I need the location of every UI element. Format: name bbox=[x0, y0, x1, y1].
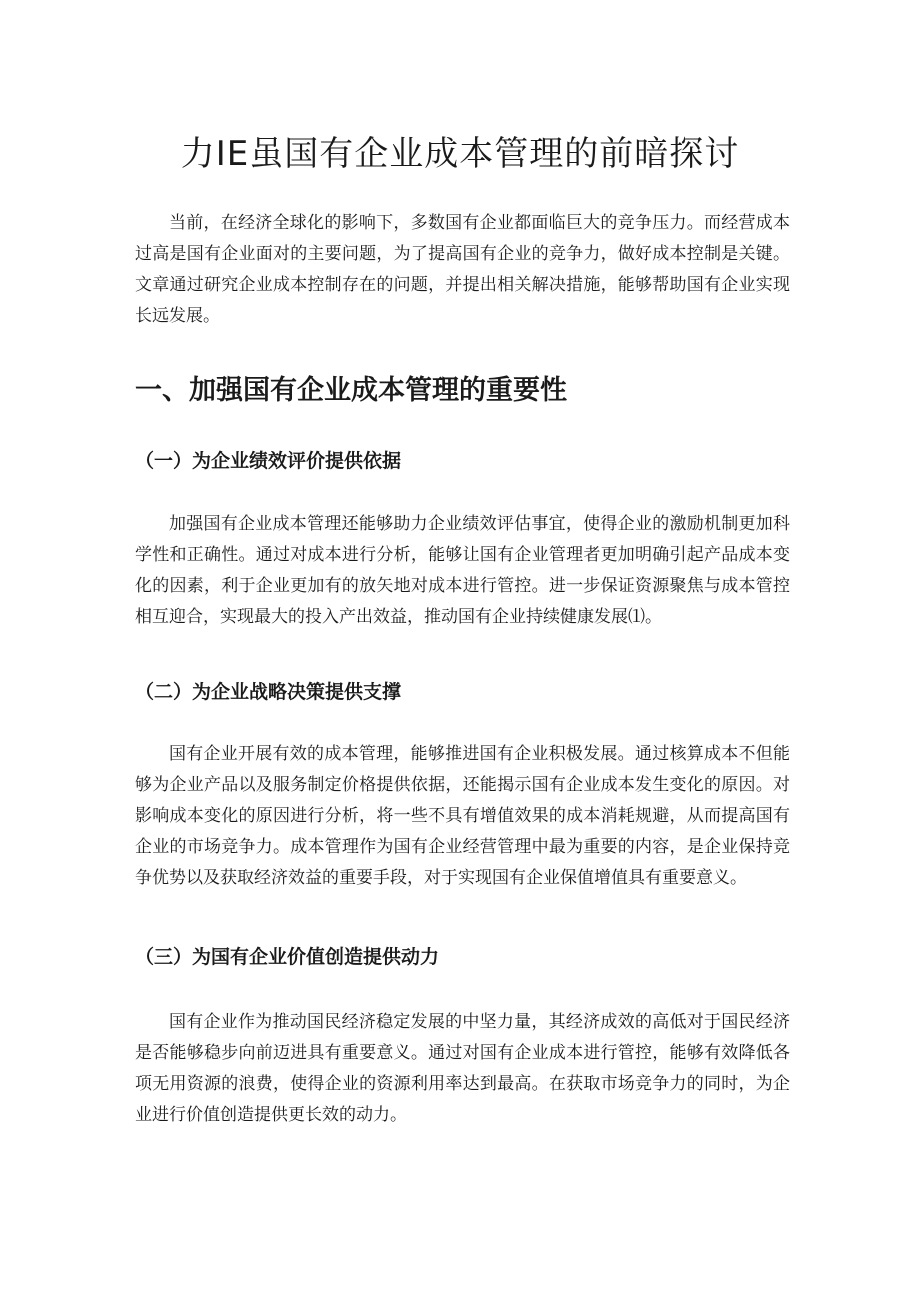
document-title: 力IE虽国有企业成本管理的前暗探讨 bbox=[180, 134, 740, 174]
subsection-body-1: 加强国有企业成本管理还能够助力企业绩效评估事宜，使得企业的激励机制更加科学性和正确性。通过对成本进行分析，能够让国有企业管理者更加明确引起产品成本变化的因素，利于企业更加有的放矢地对成本进行管控。进一步保证资源聚焦与成本管控相互迎合，实现最大的投入产出效益，推动国有企业持续健康发展⑴。 bbox=[135, 514, 790, 627]
intro-paragraph: 当前，在经济全球化的影响下，多数国有企业都面临巨大的竞争压力。而经营成本过高是国有企业面对的主要问题，为了提高国有企业的竞争力，做好成本控制是关键。文章通过研究企业成本控制存在的问题，并提出相关解决措施，能够帮助国有企业实现长远发展。 bbox=[135, 213, 790, 326]
section-heading: 一、加强国有企业成本管理的重要性 bbox=[135, 375, 567, 406]
subsection-body-3: 国有企业作为推动国民经济稳定发展的中坚力量，其经济成效的高低对于国民经济是否能够稳步向前迈进具有重要意义。通过对国有企业成本进行管控，能够有效降低各项无用资源的浪费，使得企业的资源利用率达到最高。在获取市场竞争力的同时，为企业进行价值创造提供更长效的动力。 bbox=[135, 1012, 790, 1125]
subsection-heading-1: （一）为企业绩效评价提供依据 bbox=[135, 450, 402, 472]
subsection-heading-3: （三）为国有企业价值创造提供动力 bbox=[135, 946, 440, 968]
subsection-body-2: 国有企业开展有效的成本管理，能够推进国有企业积极发展。通过核算成本不但能够为企业产品以及服务制定价格提供依据，还能揭示国有企业成本发生变化的原因。对影响成本变化的原因进行分析，将一些不具有增值效果的成本消耗规避，从而提高国有企业的市场竞争力。成本管理作为国有企业经营管理中最为重要的内容，是企业保持竞争优势以及获取经济效益的重要手段，对于实现国有企业保值增值具有重要意义。 bbox=[135, 744, 790, 888]
subsection-heading-2: （二）为企业战略决策提供支撑 bbox=[135, 681, 402, 703]
